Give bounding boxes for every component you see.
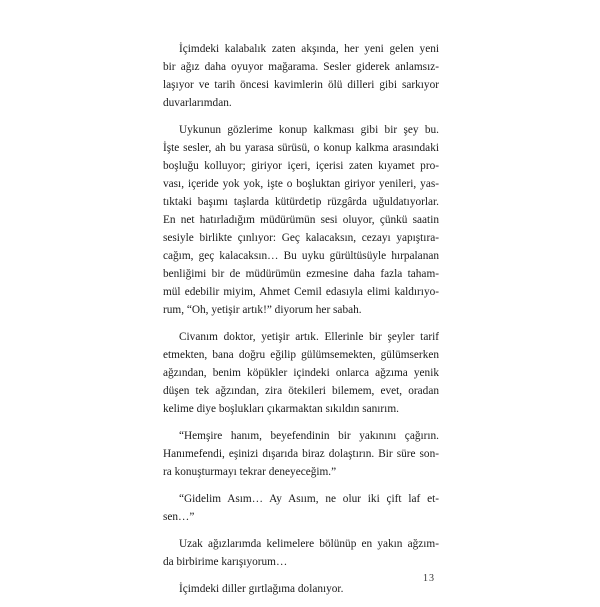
text-line: mül edebilir miyim, Ahmet Cemil edasıyla elimi kaldırıyo-	[163, 286, 439, 298]
paragraph	[163, 328, 439, 418]
text-line: sesiyle birlikte çınlıyor: Geç kalacaksın, cezayı yapıştıra-	[163, 232, 439, 244]
text-line: etmekten, bana doğru eğilip gülümsemekten, gülümserken	[163, 349, 439, 361]
page-number: 13	[423, 573, 435, 584]
text-line: tıktaki başımı taşlarda kütürdetip rüzgârda uğuldatıyorlar.	[163, 196, 439, 208]
text-line: Uykunun gözlerime konup kalkması gibi bir şey bu.	[179, 124, 439, 136]
text-line: Uzak ağızlarımda kelimelere bölünüp en yakın ağzım-	[179, 538, 439, 550]
text-line: kelime diye boşlukları çıkarmaktan sıkıldın sanırım.	[163, 403, 399, 415]
text-line: sen…”	[163, 511, 195, 523]
text-line: rum, “Oh, yetişir artık!” diyorum her sabah.	[163, 304, 362, 316]
paragraph	[163, 121, 439, 319]
text-line: laşıyor ve tarih öncesi kavimlerin ölü dilleri gibi sarkıyor	[163, 79, 439, 91]
text-line: boşluğu kolluyor; giriyor içeri, içerisi zaten kıyamet pro-	[163, 160, 439, 172]
text-line: vası, içeride yok yok, işte o boşluktan giriyor yenileri, yas-	[163, 178, 439, 190]
text-line: Civanım doktor, yetişir artık. Ellerinle bir şeyler tarif	[179, 331, 439, 343]
text-line: Hanımefendi, eşinizi dışarıda biraz dolaştırın. Bir süre son-	[163, 448, 439, 460]
text-line: ağzından, benim köpükler içindeki onlarca ağzıma yenik	[163, 367, 439, 379]
text-line: bir ağız daha oyuyor mağarama. Sesler giderek anlamsız-	[163, 61, 439, 73]
paragraph	[163, 490, 439, 526]
text-line: İçimdeki kalabalık zaten akşında, her yeni gelen yeni	[179, 43, 439, 55]
text-line: düşen tek ağzından, zira ötekileri bilemem, evet, oradan	[163, 385, 439, 397]
text-line: cağım, geç kalacaksın… Bu uyku gürültüsüyle hırpalanan	[163, 250, 439, 262]
text-line: İçimdeki diller gırtlağıma dolanıyor.	[179, 583, 344, 595]
paragraph	[163, 40, 439, 112]
paragraph	[163, 535, 439, 571]
text-line: “Hemşire hanım, beyefendinin bir yakınını çağırın.	[179, 430, 439, 442]
text-line: duvarlarımdan.	[163, 97, 232, 109]
paragraph	[163, 580, 439, 598]
text-line: benliğimi bir de müdürümün ezmesine daha fazla taham-	[163, 268, 439, 280]
text-line: İşte sesler, ah bu yarasa sürüsü, o konup kalkma arasındaki	[163, 142, 439, 154]
text-line: da birbirime karışıyorum…	[163, 556, 288, 568]
body-text	[163, 40, 439, 607]
text-line: ra konuşturmayı tekrar deneyeceğim.”	[163, 466, 337, 478]
paragraph	[163, 427, 439, 481]
text-line: En net hatırladığım müdürümün sesi oluyor, çünkü saatin	[163, 214, 439, 226]
text-line: “Gidelim Asım… Ay Asıım, ne olur iki çift laf et-	[179, 493, 439, 505]
